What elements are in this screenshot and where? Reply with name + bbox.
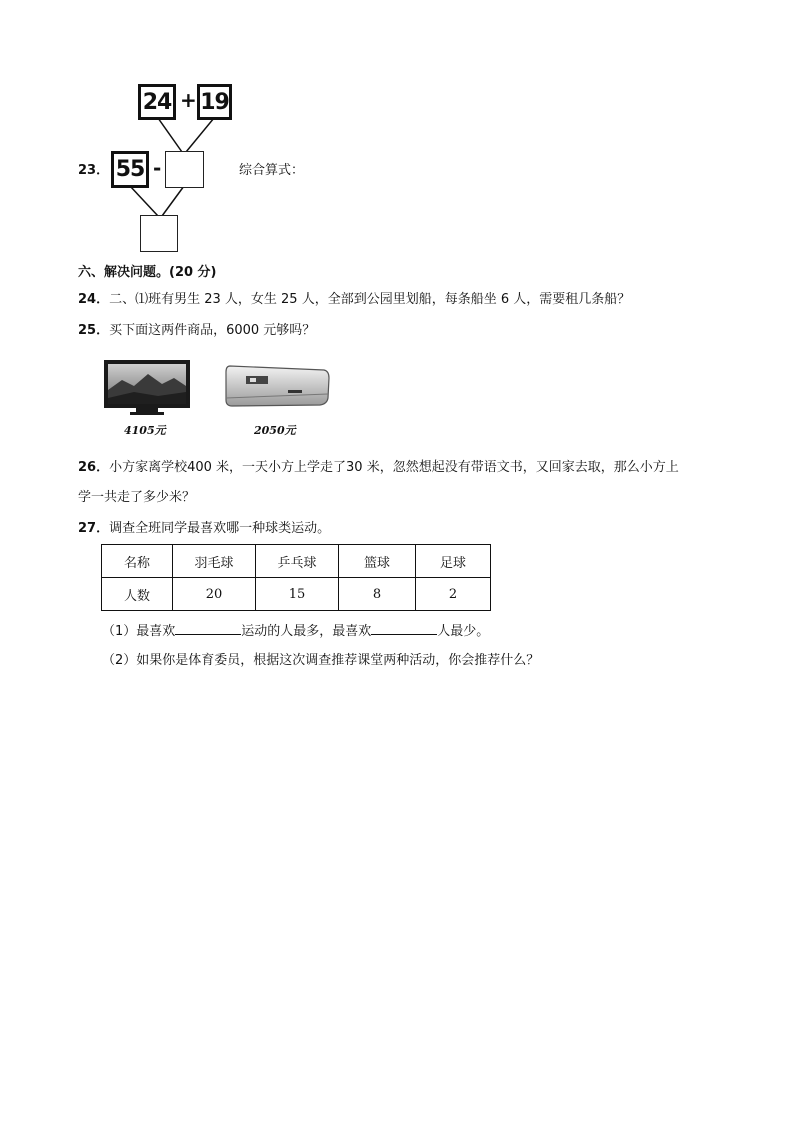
- q26-number: 26．: [78, 460, 110, 475]
- q25-number: 25．: [78, 323, 110, 338]
- q27: [78, 520, 330, 538]
- mid-left-value: 55: [115, 157, 145, 182]
- mid-answer-box[interactable]: [165, 151, 204, 188]
- q27-sub1: [102, 621, 489, 641]
- table-cell: 15: [256, 578, 339, 611]
- table-cell: 乒乓球: [256, 545, 339, 578]
- q24: [78, 291, 630, 309]
- air-conditioner-image: [224, 364, 330, 408]
- table-row: [102, 578, 491, 611]
- table-cell: 足球: [416, 545, 491, 578]
- q27-sub2: （2）如果你是体育委员，根据这次调查推荐课堂两种活动，你会推荐什么？: [102, 653, 540, 668]
- table-cell: 人数: [102, 578, 173, 611]
- top-plus-operator: +: [180, 88, 197, 112]
- tree-connector-lines: [0, 0, 794, 300]
- answer-blank-most[interactable]: [175, 621, 241, 635]
- tv-image: [104, 360, 190, 416]
- q27-sub1-part-b: 运动的人最多，最喜欢: [241, 624, 372, 639]
- q27-number: 27．: [78, 521, 110, 536]
- survey-table: [101, 544, 491, 611]
- top-left-number-box: [138, 84, 176, 120]
- top-right-number-box: [197, 84, 232, 120]
- mid-left-number-box: [111, 151, 149, 188]
- combined-formula-label: 综合算式：: [239, 163, 305, 178]
- table-header-row: [102, 545, 491, 578]
- section-six-heading: 六、解决问题。(20 分): [78, 265, 217, 280]
- q27-text: 调查全班同学最喜欢哪一种球类运动。: [109, 521, 331, 536]
- q25: [78, 322, 315, 340]
- table-cell: 羽毛球: [173, 545, 256, 578]
- table-cell: 2: [416, 578, 491, 611]
- answer-blank-least[interactable]: [371, 621, 437, 635]
- q23-number: 23．: [78, 163, 110, 178]
- mid-minus-operator: -: [153, 156, 162, 180]
- q26-line1: [78, 459, 679, 477]
- q24-text: 二、⑴班有男生 23 人，女生 25 人，全部到公园里划船，每条船坐 6 人，需要租几条船？: [109, 292, 631, 307]
- table-cell: 20: [173, 578, 256, 611]
- table-cell: 名称: [102, 545, 173, 578]
- q27-sub1-part-a: （1）最喜欢: [102, 624, 176, 639]
- top-left-value: 24: [142, 89, 172, 115]
- q26-line2: 学一共走了多少米？: [78, 490, 196, 505]
- top-right-value: 19: [200, 89, 229, 115]
- q25-text: 买下面这两件商品，6000 元够吗？: [109, 323, 316, 338]
- table-cell: 8: [339, 578, 416, 611]
- q24-number: 24．: [78, 292, 110, 307]
- tv-price: 4105元: [124, 424, 166, 437]
- table-cell: 篮球: [339, 545, 416, 578]
- q27-sub1-part-c: 人最少。: [437, 624, 490, 639]
- bottom-answer-box[interactable]: [140, 215, 178, 252]
- q26-text-line1: 小方家离学校400 米，一天小方上学走了30 米，忽然想起没有带语文书，又回家去取，那么小方上: [109, 460, 679, 475]
- air-conditioner-price: 2050元: [254, 424, 296, 437]
